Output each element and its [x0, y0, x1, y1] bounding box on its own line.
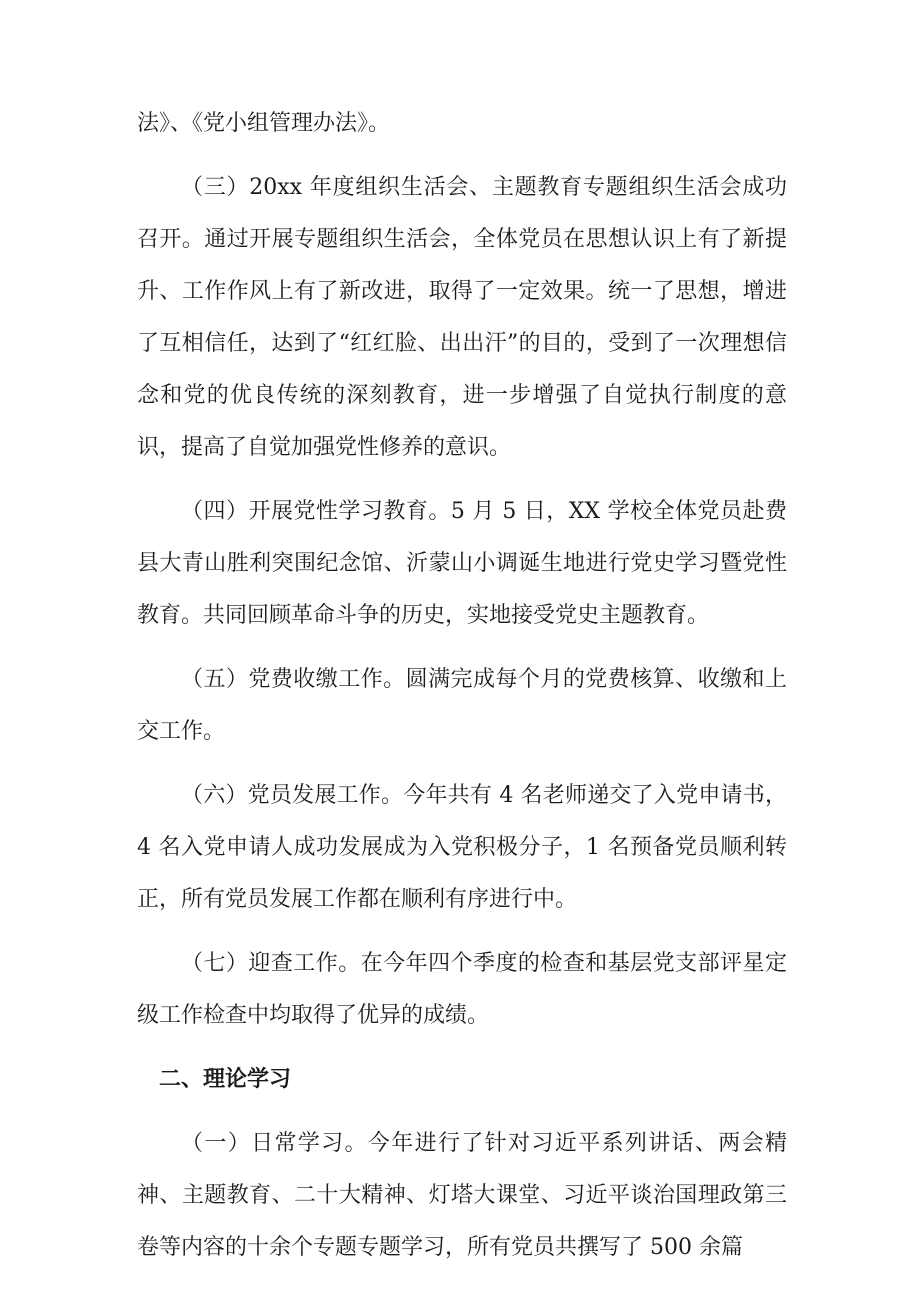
- paragraph-party-education: （四）开展党性学习教育。5 月 5 日，XX 学校全体党员赴费县大青山胜利突围纪念馆、沂蒙山小调诞生地进行党史学习暨党性教育。共同回顾革命斗争的历史，实地接受党史主题教育。: [137, 499, 787, 628]
- paragraph-daily-study: （一）日常学习。今年进行了针对习近平系列讲话、两会精神、主题教育、二十大精神、灯塔大课堂、习近平谈治国理政第三卷等内容的十余个专题专题学习，所有党员共撰写了 500 余篇: [137, 1131, 787, 1260]
- paragraph-member-development: （六）党员发展工作。今年共有 4 名老师递交了入党申请书，4 名入党申请人成功发展成为入党积极分子，1 名预备党员顺利转正，所有党员发展工作都在顺利有序进行中。: [137, 783, 787, 912]
- paragraph-organizational-meeting: （三）20xx 年度组织生活会、主题教育专题组织生活会成功召开。通过开展专题组织生活会，全体党员在思想认识上有了新提升、工作作风上有了新改进，取得了一定效果。统一了思想，增进了互相信任，达到了“红红脸、出出汗”的目的，受到了一次理想信念和党的优良传统的深刻教育，进一步增强了自觉执行制度的意识，提高了自觉加强党性修养的意识。: [137, 175, 787, 460]
- paragraph-party-dues: （五）党费收缴工作。圆满完成每个月的党费核算、收缴和上交工作。: [137, 667, 787, 744]
- paragraph-continuation: 法》、《党小组管理办法》。: [137, 111, 391, 136]
- paragraph-inspection: （七）迎查工作。在今年四个季度的检查和基层党支部评星定级工作检查中均取得了优异的成绩。: [137, 951, 787, 1028]
- section-heading-theory-study: 二、理论学习: [159, 1067, 292, 1092]
- document-body: [137, 98, 787, 1286]
